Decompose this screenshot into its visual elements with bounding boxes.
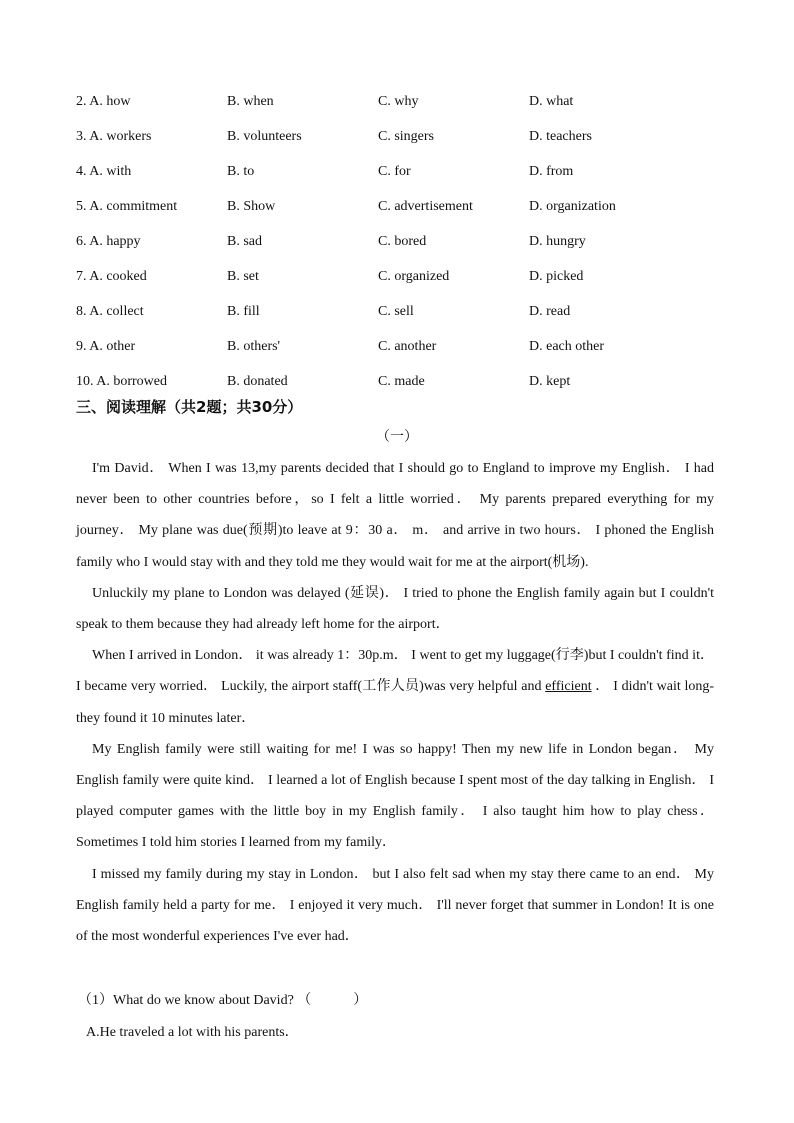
option: D. hungry (529, 233, 586, 249)
paragraph-text: ． I didn't wait long-they found it 10 minutes later． (76, 679, 714, 726)
option: D. picked (529, 268, 584, 284)
option: C. bored (378, 233, 427, 249)
option: D. each other (529, 338, 605, 354)
option: 3. A. workers (76, 128, 152, 144)
option: 10. A. borrowed (76, 373, 167, 389)
reading-passage (76, 453, 714, 952)
option-row (76, 224, 756, 259)
option: C. singers (378, 128, 434, 144)
option: B. fill (227, 303, 260, 319)
options-table (76, 84, 756, 399)
option: B. sad (227, 233, 262, 249)
paragraph: Unluckily my plane to London was delayed (延误)． I tried to phone the English family again but I couldn't speak to them because they had already left home for the airport． (76, 585, 714, 633)
option: 2. A. how (76, 93, 131, 109)
option-row (76, 364, 756, 399)
option: B. others' (227, 338, 281, 354)
option: C. advertisement (378, 198, 473, 214)
option-row (76, 84, 756, 119)
option: C. made (378, 373, 425, 389)
paragraph: I missed my family during my stay in London． but I also felt sad when my stay there came to an end． My English family held a party for me． I enjoyed it very much． I'll never forget that summer in London! It is one of the most wonderful experiences I've ever had． (76, 866, 714, 945)
option: C. sell (378, 303, 414, 319)
option: B. Show (227, 198, 276, 214)
option-row (76, 119, 756, 154)
option: 9. A. other (76, 338, 136, 354)
option-row (76, 259, 756, 294)
option: C. organized (378, 268, 450, 284)
option: 6. A. happy (76, 233, 141, 249)
paragraph (76, 640, 714, 734)
option: 8. A. collect (76, 303, 144, 319)
passage-number: （一） (376, 430, 418, 445)
option: 4. A. with (76, 163, 132, 179)
option: 7. A. cooked (76, 268, 147, 284)
option: 5. A. commitment (76, 198, 178, 214)
option: C. for (378, 163, 411, 179)
option: C. why (378, 93, 419, 109)
underlined-word: efficient (545, 679, 592, 695)
section-title: 三、阅读理解（共2题；共30分） (76, 398, 303, 416)
option: B. set (227, 268, 259, 284)
question: （1）What do we know about David? （ ） (78, 993, 368, 1008)
option: D. what (529, 93, 574, 109)
paragraph: My English family were still waiting for me! I was so happy! Then my new life in London began． My English family were quite kind． I learned a lot of English because I spent most of the day talking in English． I played computer games with the little boy in my English family． I also taught him how to play chess． Sometimes I told him stories I learned from my family． (76, 741, 714, 851)
option: B. volunteers (227, 128, 302, 144)
option-row (76, 294, 756, 329)
paragraph-text: When I arrived in London． it was already 1：30p.m． I went to get my luggage(行李)but I couldn't find it． I became very worried． Luckily, the airport staff(工作人员)was very helpful and (76, 648, 714, 695)
option: C. another (378, 338, 437, 354)
option: B. to (227, 163, 255, 179)
option: D. kept (529, 373, 571, 389)
option: D. from (529, 163, 574, 179)
answer-choice: A.He traveled a lot with his parents． (86, 1025, 299, 1040)
option-row (76, 329, 756, 364)
paragraph: I'm David． When I was 13,my parents decided that I should go to England to improve my English． I had never been to other countries before，so I felt a little worried． My parents prepared everything for my journey． My plane was due(预期)to leave at 9：30 a． m． and arrive in two hours． I phoned the English family who I would stay with and they told me they would wait for me at the airport(机场). (76, 461, 714, 570)
option: D. teachers (529, 128, 592, 144)
option: B. donated (227, 373, 288, 389)
option-row (76, 154, 756, 189)
option: D. organization (529, 198, 616, 214)
option-row (76, 189, 756, 224)
option: B. when (227, 93, 274, 109)
option: D. read (529, 303, 571, 319)
